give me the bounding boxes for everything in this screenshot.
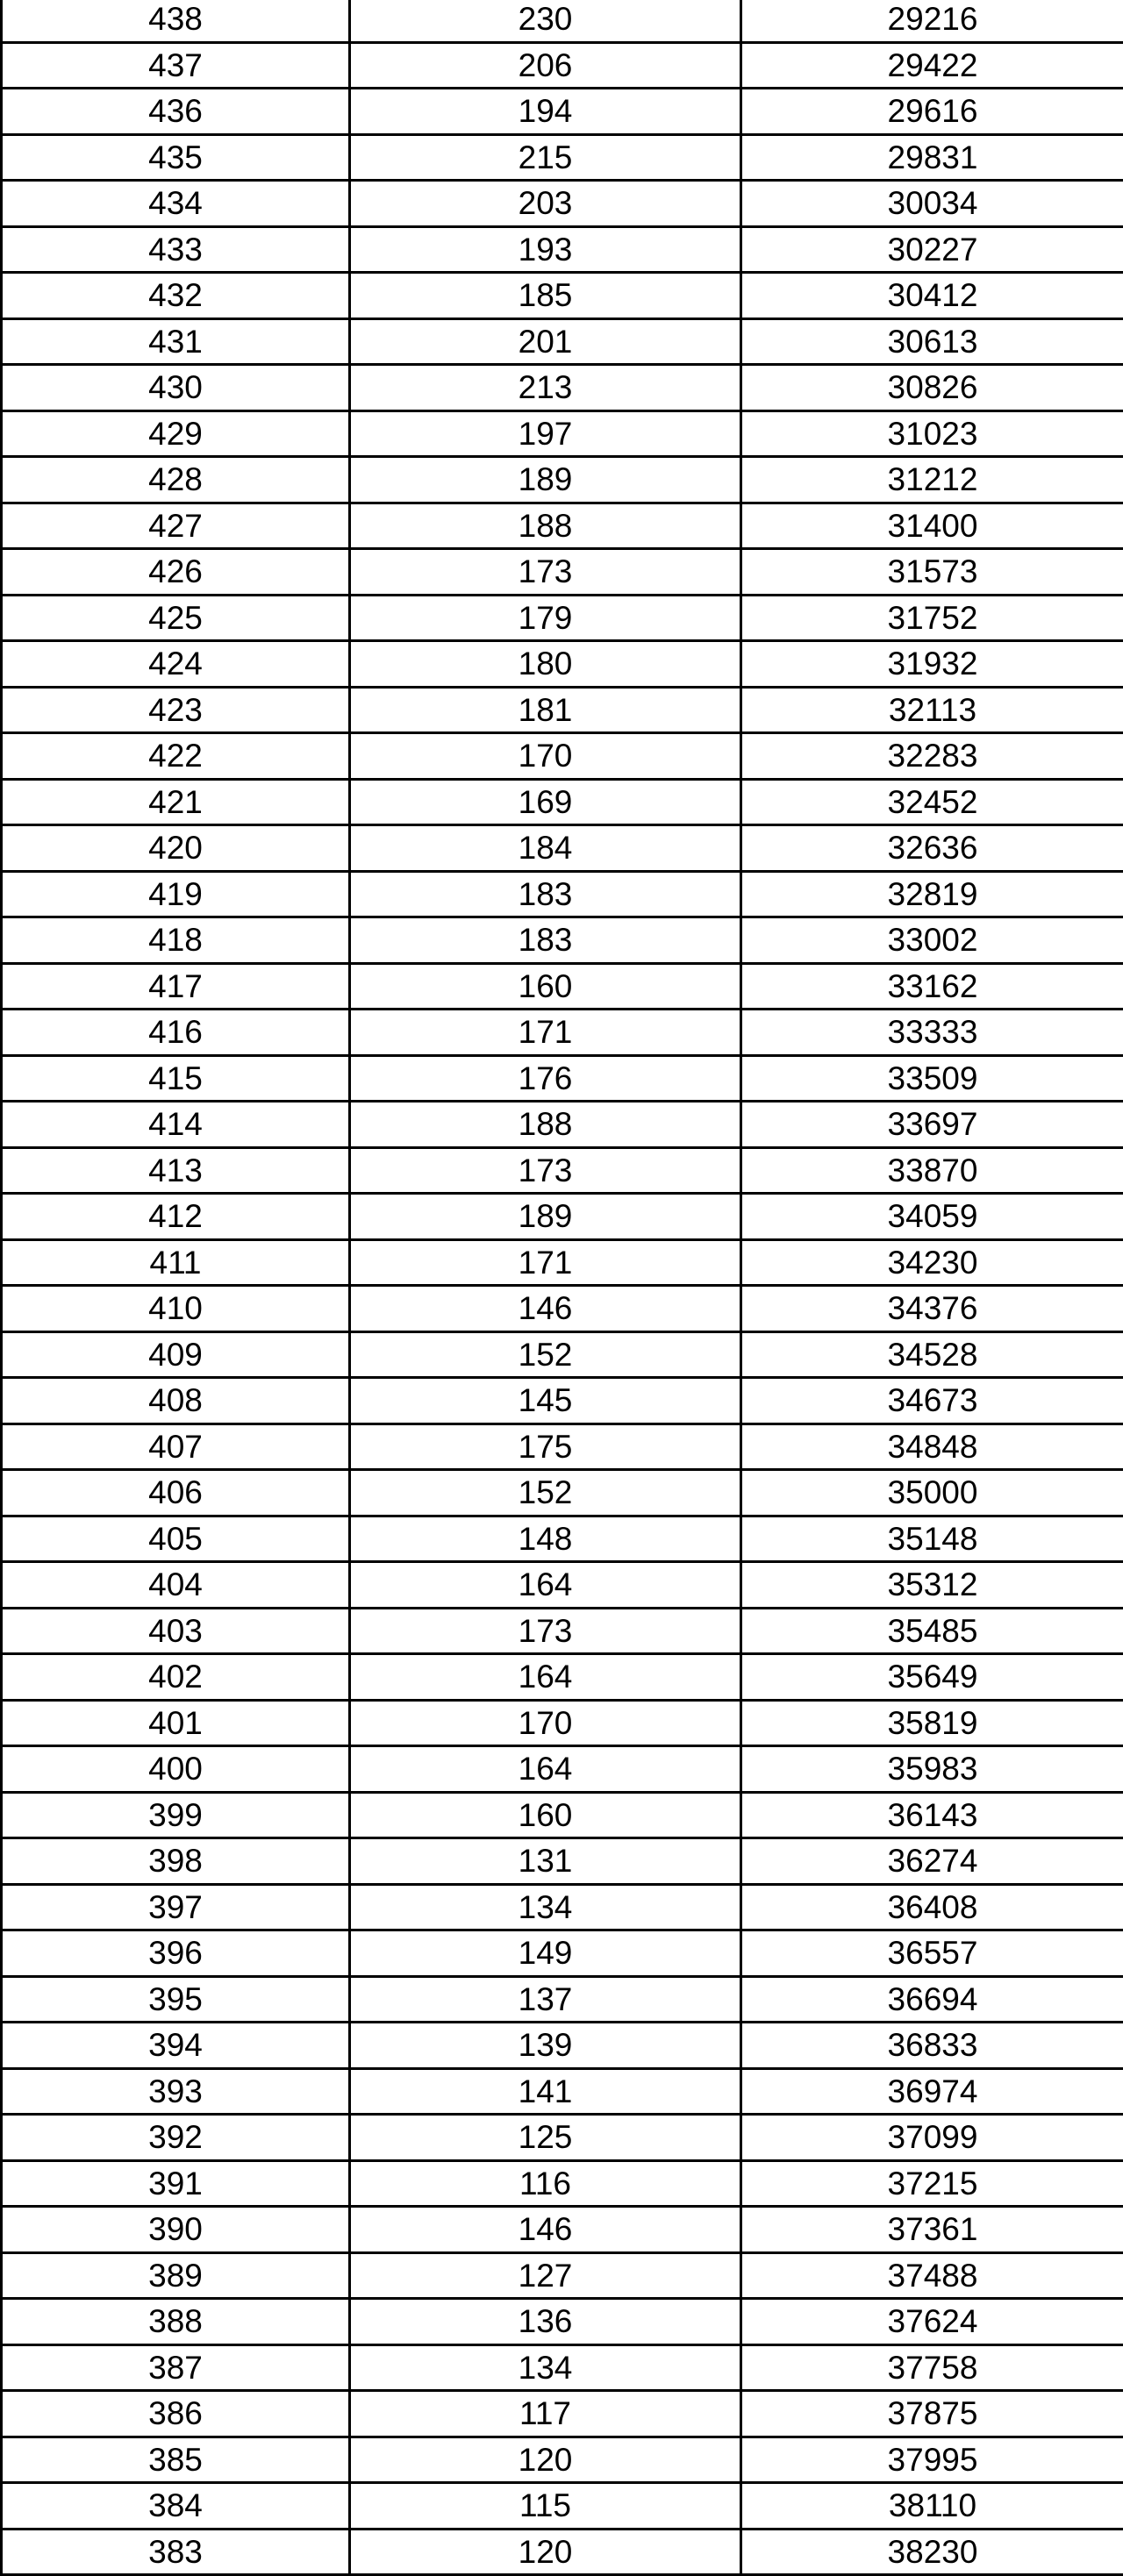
score-cell: 436 [2, 89, 350, 135]
score-cell: 399 [2, 1792, 350, 1838]
count-cell: 193 [350, 226, 741, 273]
score-cell: 420 [2, 825, 350, 872]
table-row [2, 1194, 1123, 1240]
score-cell: 416 [2, 1010, 350, 1056]
count-cell: 164 [350, 1746, 741, 1793]
score-cell: 402 [2, 1654, 350, 1701]
table-row [2, 871, 1123, 917]
cumulative-cell: 31400 [741, 503, 1123, 549]
cumulative-cell: 36694 [741, 1976, 1123, 2023]
table-row [2, 2023, 1123, 2069]
score-cell: 385 [2, 2437, 350, 2483]
table-row [2, 457, 1123, 503]
cumulative-cell: 31932 [741, 641, 1123, 688]
table-row [2, 2299, 1123, 2345]
table-row [2, 181, 1123, 227]
table-row [2, 2252, 1123, 2299]
score-cell: 391 [2, 2160, 350, 2207]
cumulative-cell: 33162 [741, 963, 1123, 1010]
cumulative-cell: 30034 [741, 181, 1123, 227]
table-row [2, 1976, 1123, 2023]
table-row [2, 2160, 1123, 2207]
score-cell: 429 [2, 410, 350, 457]
table-row [2, 365, 1123, 411]
count-cell: 127 [350, 2252, 741, 2299]
count-cell: 170 [350, 733, 741, 780]
cumulative-cell: 32283 [741, 733, 1123, 780]
count-cell: 117 [350, 2391, 741, 2437]
table-row [2, 89, 1123, 135]
table-row [2, 1746, 1123, 1793]
count-cell: 197 [350, 410, 741, 457]
table-row [2, 1930, 1123, 1977]
score-cell: 427 [2, 503, 350, 549]
table-row [2, 1884, 1123, 1930]
cumulative-cell: 35983 [741, 1746, 1123, 1793]
cumulative-cell: 35485 [741, 1608, 1123, 1654]
score-cell: 428 [2, 457, 350, 503]
score-cell: 437 [2, 42, 350, 89]
score-cell: 432 [2, 273, 350, 319]
cumulative-cell: 30826 [741, 365, 1123, 411]
count-cell: 137 [350, 1976, 741, 2023]
table-row [2, 0, 1123, 42]
cumulative-cell: 37995 [741, 2437, 1123, 2483]
cumulative-cell: 35819 [741, 1700, 1123, 1746]
cumulative-cell: 34059 [741, 1194, 1123, 1240]
table-row [2, 1378, 1123, 1424]
count-cell: 164 [350, 1654, 741, 1701]
cumulative-cell: 36557 [741, 1930, 1123, 1977]
count-cell: 173 [350, 1608, 741, 1654]
cumulative-cell: 33697 [741, 1102, 1123, 1148]
score-cell: 400 [2, 1746, 350, 1793]
table-row [2, 273, 1123, 319]
count-cell: 203 [350, 181, 741, 227]
table-row [2, 318, 1123, 365]
cumulative-cell: 35649 [741, 1654, 1123, 1701]
count-cell: 194 [350, 89, 741, 135]
score-cell: 438 [2, 0, 350, 42]
table-row [2, 917, 1123, 964]
table-row [2, 1147, 1123, 1194]
count-cell: 120 [350, 2529, 741, 2575]
score-cell: 396 [2, 1930, 350, 1977]
score-cell: 403 [2, 1608, 350, 1654]
count-cell: 173 [350, 549, 741, 596]
count-cell: 215 [350, 134, 741, 181]
count-cell: 160 [350, 1792, 741, 1838]
cumulative-cell: 37875 [741, 2391, 1123, 2437]
cumulative-cell: 37488 [741, 2252, 1123, 2299]
table-row [2, 2207, 1123, 2253]
table-row [2, 963, 1123, 1010]
table-row [2, 1700, 1123, 1746]
count-cell: 136 [350, 2299, 741, 2345]
score-cell: 386 [2, 2391, 350, 2437]
cumulative-cell: 29216 [741, 0, 1123, 42]
score-cell: 392 [2, 2115, 350, 2161]
table-row [2, 549, 1123, 596]
cumulative-cell: 31573 [741, 549, 1123, 596]
cumulative-cell: 30613 [741, 318, 1123, 365]
count-cell: 146 [350, 2207, 741, 2253]
cumulative-cell: 31023 [741, 410, 1123, 457]
score-cell: 390 [2, 2207, 350, 2253]
count-cell: 183 [350, 917, 741, 964]
table-row [2, 1470, 1123, 1516]
score-cell: 419 [2, 871, 350, 917]
cumulative-cell: 33509 [741, 1055, 1123, 1102]
cumulative-cell: 33002 [741, 917, 1123, 964]
score-cell: 424 [2, 641, 350, 688]
score-cell: 408 [2, 1378, 350, 1424]
count-cell: 206 [350, 42, 741, 89]
table-row [2, 825, 1123, 872]
table-row [2, 1608, 1123, 1654]
cumulative-cell: 33333 [741, 1010, 1123, 1056]
count-cell: 170 [350, 1700, 741, 1746]
score-cell: 430 [2, 365, 350, 411]
cumulative-cell: 31212 [741, 457, 1123, 503]
count-cell: 201 [350, 318, 741, 365]
table-row [2, 2391, 1123, 2437]
table-row [2, 687, 1123, 733]
table-row [2, 1102, 1123, 1148]
score-cell: 411 [2, 1239, 350, 1286]
table-row [2, 42, 1123, 89]
score-cell: 384 [2, 2483, 350, 2530]
table-row [2, 779, 1123, 825]
cumulative-cell: 36974 [741, 2068, 1123, 2115]
cumulative-cell: 38230 [741, 2529, 1123, 2575]
count-cell: 131 [350, 1838, 741, 1885]
table-row [2, 1055, 1123, 1102]
cumulative-cell: 32452 [741, 779, 1123, 825]
count-cell: 171 [350, 1239, 741, 1286]
count-cell: 188 [350, 1102, 741, 1148]
cumulative-cell: 37361 [741, 2207, 1123, 2253]
cumulative-cell: 29422 [741, 42, 1123, 89]
table-row [2, 641, 1123, 688]
count-cell: 148 [350, 1516, 741, 1562]
table-row [2, 2115, 1123, 2161]
cumulative-cell: 30412 [741, 273, 1123, 319]
count-cell: 176 [350, 1055, 741, 1102]
table-row [2, 1286, 1123, 1332]
table-row [2, 1792, 1123, 1838]
cumulative-cell: 34230 [741, 1239, 1123, 1286]
count-cell: 141 [350, 2068, 741, 2115]
cumulative-cell: 38110 [741, 2483, 1123, 2530]
table-row [2, 1838, 1123, 1885]
count-cell: 173 [350, 1147, 741, 1194]
table-row [2, 1010, 1123, 1056]
count-cell: 230 [350, 0, 741, 42]
score-cell: 409 [2, 1331, 350, 1378]
table-row [2, 134, 1123, 181]
table-row [2, 503, 1123, 549]
cumulative-cell: 37758 [741, 2344, 1123, 2391]
cumulative-cell: 37624 [741, 2299, 1123, 2345]
count-cell: 169 [350, 779, 741, 825]
score-cell: 425 [2, 595, 350, 641]
table-row [2, 1331, 1123, 1378]
count-cell: 189 [350, 457, 741, 503]
table-body [2, 0, 1123, 2575]
count-cell: 139 [350, 2023, 741, 2069]
table-row [2, 2529, 1123, 2575]
score-cell: 383 [2, 2529, 350, 2575]
table-row [2, 1239, 1123, 1286]
cumulative-cell: 29831 [741, 134, 1123, 181]
cumulative-cell: 35000 [741, 1470, 1123, 1516]
count-cell: 175 [350, 1424, 741, 1470]
count-cell: 181 [350, 687, 741, 733]
score-cell: 387 [2, 2344, 350, 2391]
cumulative-cell: 32113 [741, 687, 1123, 733]
score-cell: 393 [2, 2068, 350, 2115]
cumulative-cell: 31752 [741, 595, 1123, 641]
table-row [2, 2437, 1123, 2483]
count-cell: 213 [350, 365, 741, 411]
table-row [2, 1654, 1123, 1701]
score-cell: 423 [2, 687, 350, 733]
count-cell: 115 [350, 2483, 741, 2530]
count-cell: 183 [350, 871, 741, 917]
count-cell: 188 [350, 503, 741, 549]
table-row [2, 733, 1123, 780]
count-cell: 149 [350, 1930, 741, 1977]
table-row [2, 410, 1123, 457]
score-cell: 433 [2, 226, 350, 273]
table-row [2, 226, 1123, 273]
count-cell: 185 [350, 273, 741, 319]
count-cell: 164 [350, 1562, 741, 1609]
cumulative-cell: 32636 [741, 825, 1123, 872]
score-cell: 418 [2, 917, 350, 964]
score-cell: 401 [2, 1700, 350, 1746]
score-cell: 398 [2, 1838, 350, 1885]
cumulative-cell: 35312 [741, 1562, 1123, 1609]
cumulative-cell: 34848 [741, 1424, 1123, 1470]
score-cell: 413 [2, 1147, 350, 1194]
score-cell: 407 [2, 1424, 350, 1470]
table-row [2, 1562, 1123, 1609]
cumulative-cell: 37099 [741, 2115, 1123, 2161]
table-row [2, 1424, 1123, 1470]
score-cell: 422 [2, 733, 350, 780]
score-cell: 410 [2, 1286, 350, 1332]
score-cell: 415 [2, 1055, 350, 1102]
score-cell: 388 [2, 2299, 350, 2345]
count-cell: 120 [350, 2437, 741, 2483]
count-cell: 171 [350, 1010, 741, 1056]
count-cell: 189 [350, 1194, 741, 1240]
count-cell: 184 [350, 825, 741, 872]
score-cell: 434 [2, 181, 350, 227]
score-cell: 414 [2, 1102, 350, 1148]
score-cell: 412 [2, 1194, 350, 1240]
cumulative-cell: 32819 [741, 871, 1123, 917]
cumulative-cell: 36408 [741, 1884, 1123, 1930]
cumulative-cell: 33870 [741, 1147, 1123, 1194]
table-row [2, 595, 1123, 641]
score-cell: 431 [2, 318, 350, 365]
cumulative-cell: 34528 [741, 1331, 1123, 1378]
score-cell: 404 [2, 1562, 350, 1609]
score-cell: 395 [2, 1976, 350, 2023]
count-cell: 116 [350, 2160, 741, 2207]
cumulative-cell: 36143 [741, 1792, 1123, 1838]
count-cell: 152 [350, 1470, 741, 1516]
cumulative-cell: 37215 [741, 2160, 1123, 2207]
count-cell: 134 [350, 2344, 741, 2391]
cumulative-cell: 29616 [741, 89, 1123, 135]
cumulative-cell: 34673 [741, 1378, 1123, 1424]
score-cell: 426 [2, 549, 350, 596]
score-cell: 389 [2, 2252, 350, 2299]
table-row [2, 2068, 1123, 2115]
count-cell: 134 [350, 1884, 741, 1930]
count-cell: 180 [350, 641, 741, 688]
score-cell: 405 [2, 1516, 350, 1562]
score-cell: 394 [2, 2023, 350, 2069]
count-cell: 152 [350, 1331, 741, 1378]
table-row [2, 2483, 1123, 2530]
cumulative-cell: 35148 [741, 1516, 1123, 1562]
score-cell: 406 [2, 1470, 350, 1516]
score-cell: 417 [2, 963, 350, 1010]
count-cell: 146 [350, 1286, 741, 1332]
count-cell: 179 [350, 595, 741, 641]
score-cell: 435 [2, 134, 350, 181]
cumulative-cell: 30227 [741, 226, 1123, 273]
table-row [2, 2344, 1123, 2391]
count-cell: 125 [350, 2115, 741, 2161]
score-cell: 421 [2, 779, 350, 825]
cumulative-cell: 36274 [741, 1838, 1123, 1885]
score-cell: 397 [2, 1884, 350, 1930]
count-cell: 145 [350, 1378, 741, 1424]
cumulative-cell: 34376 [741, 1286, 1123, 1332]
cumulative-cell: 36833 [741, 2023, 1123, 2069]
count-cell: 160 [350, 963, 741, 1010]
table-row [2, 1516, 1123, 1562]
